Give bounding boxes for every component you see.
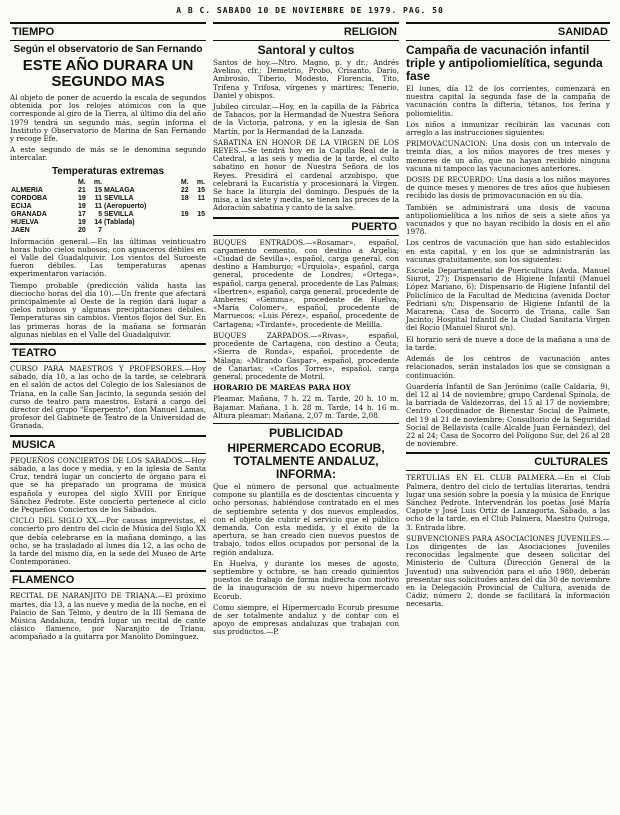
table-cell: 11 — [94, 194, 102, 202]
table-cell — [174, 203, 190, 211]
sanidad-body-9: Además de los centros de vacunación antes relacionados, serán instalados los que se consignan a continuación. — [406, 354, 610, 380]
column-right — [406, 18, 610, 612]
table-cell — [190, 219, 206, 227]
temperature-table-head — [10, 179, 206, 187]
table-cell: 19 — [77, 194, 86, 202]
sanidad-body-3: PRIMOVACUNACION: Una dosis con un intervalo de treinta días, a los niños mayores de tres meses y menores de un año, que no hayan recibido ninguna vacuna ni tampoco las vacunaciones anteriores. — [406, 139, 610, 173]
table-cell: 20 — [77, 226, 86, 234]
sanidad-body-10: Guardería Infantil de San Jerónimo (calle Caldaria, 9), del 12 al 14 de noviembre; grupo Cardenal Spínola, de la barriada de Valdezorras, del 15 al 17 de noviembre; Centro Coordinador de Bienestar Social de Palmete, del 19 al 21 de noviembre; Consultorio de la Seguridad Social de Bellavista (calle Alcalde Juan Fernández), del 22 al 24; Casa de Socorro del Polígono Sur, del 26 al 28 de noviembre. — [406, 381, 610, 449]
table-cell: 19 — [77, 218, 86, 226]
table-row — [10, 227, 206, 235]
table-head-cell: M. — [77, 178, 86, 186]
table-cell: 5 — [98, 210, 102, 218]
column-left — [10, 18, 206, 645]
culturales-body-2: SUBVENCIONES PARA ASOCIACIONES JUVENILES.—Los dirigentes de las Asociaciones Juveniles reconocidas legalmente que deseen solicitar del Ministerio de Cultura (Dirección General de la Juventud) una subvención para el año 1980, deberán presentar sus solicitudes antes del día 30 de noviembre en la Delegación Provincial de Cultura, avenida de Cádiz, número 2, donde se facilitará la información necesaria. — [406, 533, 610, 609]
sanidad-body-6: Los centros de vacunación que han sido establecidos en esta capital, y en los que se administrarán las vacunas gratuitamente, son los siguientes: — [406, 238, 610, 264]
table-cell: (Tablada) — [104, 218, 135, 226]
tide-title: HORARIO DE MAREAS PARA HOY — [213, 383, 351, 393]
culturales-body-1: TERTULIAS EN EL CLUB PALMERA.—En el Club Palmera, dentro del ciclo de tertulias literarias, tendrá lugar una sesión sobre la poesía y la música de Enrique Sánchez Pedrote. Intervendrán los poetas José María Capote y José Luis Ortiz de Lanzagorta. Sábado, a las ocho de la tarde, en el Club Palmera, Maestro Quiroga, 3. Entrada libre. — [406, 473, 610, 532]
section-musica: MUSICA — [10, 435, 206, 454]
page-header: A B C. SABADO 10 DE NOVIEMBRE DE 1979. PAG. 50 — [176, 6, 444, 15]
sanidad-body-2: Los niños a inmunizar recibirán las vacunas con arreglo a las instrucciones siguientes: — [406, 119, 610, 138]
table-row — [10, 219, 206, 227]
sanidad-headline: Campaña de vacunación infantil triple y antipoliomielítica, segunda fase — [406, 43, 603, 83]
flamenco-body: RECITAL DE NARANJITO DE TRIANA.—El próximo martes, día 13, a las nueve y media de la noche, en el Palacio de San Telmo, y dentro de la III Semana de Música Andaluza, tendrá lugar un recital de cante clásico flamenco, por Naranjito de Triana, acompañado a la guitarra por Manolito Domínguez. — [10, 591, 206, 642]
tide-body: Pleamar. Mañana, 7 h. 22 m. Tarde, 20 h. 10 m. Bajamar. Mañana, 1 h. 28 m. Tarde, 14 h. 16 m. Altura pleamar: Mañana, 2,07 m. Tarde, 2,08. — [213, 394, 399, 420]
musica-body-1: PEQUEÑOS CONCIERTOS DE LOS SABADOS.—Hoy sábado, a las doce y media, y en la iglesia de Santa Cruz, tendrá lugar un concierto de órgano para el que se ha preparado un programa de música española y europea del siglo XVIII por Enrique Sánchez Pedrote. Este concierto pertenece al ciclo de Pequeños Conciertos de los Sábados. — [10, 455, 206, 514]
table-row — [10, 211, 206, 219]
religion-body-2: Jubileo circular.—Hoy, en la capilla de la Fábrica de Tabacos, por la Hermandad de Nuestra Señora de la Victoria, patrona, y en la iglesia de San Martín, por la Hermandad de la Lanzada. — [213, 102, 399, 136]
table-head-cell: m. — [196, 178, 205, 186]
sanidad-body-7: Escuela Departamental de Puericultura (Avda. Manuel Siurot, 27); Dispensario de Higiene Infantil (Manuel López Mariano, 6); Dispensario de Higiene Infantil del Policlínico de la Facultad de Medicina (avenida Doctor Fedriani s/n; Dispensario de Higiene Infantil de la Macarena; Casa de Socorro de Triana, calle San Jacinto; Hospital Infantil de la Ciudad Sanitaria Virgen del Rocío (Manuel Siurot s/n). — [406, 266, 610, 333]
table-row — [10, 203, 206, 211]
table-cell: 15 — [197, 210, 205, 218]
sanidad-body-1: El lunes, día 12 de los corrientes, comenzará en nuestra capital la segunda fase de la campaña de vacunación contra la difteria, tétanos, tos ferina y poliomielitis. — [406, 84, 610, 118]
tiempo-headline: ESTE AÑO DURARA UN SEGUNDO MAS — [22, 57, 194, 90]
table-cell: 19 — [77, 202, 86, 210]
sanidad-body-5: También se administrará una dosis de vacuna antipoliomielítica a los niños de seis a siete años ya vacunados y que no hayan recibido la dosis en el año 1978. — [406, 202, 610, 237]
publicidad-label: PUBLICIDAD — [269, 425, 343, 440]
table-cell: (Aeropuerto) — [104, 202, 147, 210]
section-flamenco: FLAMENCO — [10, 570, 206, 589]
temperature-table — [10, 179, 206, 235]
section-culturales: CULTURALES — [406, 452, 610, 471]
puerto-body-1: BUQUES ENTRADOS.—«Rosamar», español, cargamento cemento, con destino a Argelia; «Ciudad de Sevilla», español, carga general, con destino a Hamburgo; «Urquiola», español, carga general, procedente de Londres; «Ortega», español, carga general, procedente de Las Palmas; «Ibertren», español, carga general, procedente de Amberes; «Gemma», procedente de Huelva; «María Colomer», español, procedente de Marruecos; «Luis Pérez», español, procedente de Cartagena; «Tirdante», procedente de Melilla. — [213, 237, 399, 329]
tiempo-body-2: A este segundo de más se le denomina segundo intercalar. — [10, 145, 206, 163]
section-religion: RELIGION — [213, 22, 399, 41]
table-cell: 22 — [180, 186, 189, 194]
religion-headline: Santoral y cultos — [257, 43, 355, 57]
table-head-cell: m. — [93, 178, 102, 186]
publicidad-headline: HIPERMERCADO ECORUB, TOTALMENTE ANDALUZ, INFORMA: — [227, 440, 385, 481]
table-cell: MALAGA — [104, 186, 135, 194]
table-cell: 19 — [180, 210, 189, 218]
sanidad-body-4: DOSIS DE RECUERDO: Una dosis a los niños mayores de quince meses y menores de tres años que hubiesen recibido las dosis de primovacunación en su día. — [406, 175, 610, 201]
table-cell — [103, 227, 174, 235]
table-head-cell — [103, 179, 174, 187]
tiempo-kicker: Según el observatorio de San Fernando — [13, 44, 203, 55]
table-cell: 14 — [94, 218, 102, 226]
table-cell: ALMERIA — [11, 186, 43, 194]
table-cell: ECIJA — [11, 202, 32, 210]
table-row — [10, 195, 206, 203]
table-cell: 18 — [180, 194, 189, 202]
religion-body-3: SABATINA EN HONOR DE LA VIRGEN DE LOS REYES.—Se tendrá hoy en la Capilla Real de la Catedral, a las seis y media de la tarde, el culto sabatino en honor de Nuestra Señora de los Reyes. Presidirá el cardenal arzobispo, que celebrará la Eucaristía y procesionará la Virgen. Se hace la liturgia del domingo. Después de la misa, a las siete y media, se tienen las preces de la Adoración sabatina y canto de la salve. — [213, 137, 399, 213]
tiempo-body-3: Información general.—En las últimas veinticuatro horas hubo cielos nubosos, con aguaceros débiles en el Valle del Guadalquivir. Los vientos del Suroeste fueron débiles. Las temperaturas apenas experimentaron variación. — [10, 236, 206, 279]
section-puerto: PUERTO — [213, 217, 399, 236]
musica-body-2: CICLO DEL SIGLO XX.—Por causas imprevistas, el concierto pro dentro del ciclo de Música del Siglo XX que debía celebrarse en la mañana domingo, a las ocho, se ha trasladado al lunes día 12, a las ocho de la tarde del mismo día, en la sede del Museo de Arte Contemporáneo. — [10, 516, 206, 567]
section-teatro: TEATRO — [10, 343, 206, 362]
table-cell — [174, 227, 190, 235]
table-cell: SEVILLA — [104, 210, 134, 218]
publicidad-body-1: Que el número de personal que actualmente compone su plantilla es de doscientas cincuenta y ocho personas, habiéndose contratado en el mes de septiembre setenta y dos nuevos empleados, con el objeto de cubrir el servicio que el público demanda. Con esta medida, y el éxito de la apertura, se han creado cien nuevos puestos de trabajo, todos ellos ocupados por personal de la región andaluza. — [213, 481, 399, 557]
temperature-table-title: Temperaturas extremas — [51, 165, 165, 177]
table-cell: 11 — [197, 194, 205, 202]
divider — [213, 423, 399, 424]
table-cell: 7 — [98, 226, 102, 234]
tiempo-body-1: Al objeto de poner de acuerdo la escala de segundos obtenida por los relojes atómicos con la que corresponde al giro de la Tierra, al último día del año 1979 tendrá un segundo más, según informa el Instituto y Observatorio de Marina de San Fernando y recoge Efe. — [10, 93, 206, 144]
table-cell: 11 — [94, 202, 102, 210]
table-cell — [190, 203, 206, 211]
table-cell: CORDOBA — [11, 194, 48, 202]
column-middle — [213, 18, 399, 640]
table-cell: SEVILLA — [104, 194, 134, 202]
table-cell: GRANADA — [11, 210, 47, 218]
table-cell — [174, 219, 190, 227]
table-cell: 21 — [77, 186, 86, 194]
publicidad-body-2: En Huelva, y durante los meses de agosto, septiembre y octubre, se han creado quinientos puestos de trabajo de forma indirecta con motivo de la inauguración de su nuevo hipermercado Ecorub. — [213, 558, 399, 601]
table-cell: 17 — [77, 210, 86, 218]
table-head-cell — [10, 179, 71, 187]
table-cell: 15 — [197, 186, 205, 194]
table-cell: 15 — [94, 186, 102, 194]
puerto-body-2: BUQUES ZARPADOS.—«Rivas», español, procedente de Cartagena, con destino a Ceuta; «Sierra de Ronda», español, procedente de Málaga; «Mirando Gaspar», español, procedente de Canarias; «Carlos Torres», español, carga general, procedente de Motril. — [213, 330, 399, 381]
section-tiempo: TIEMPO — [10, 22, 206, 41]
religion-body-1: Santos de hoy.—Ntro. Magno, p. y dr.; Andrés Avelino, cfr.; Demetrio, Probo, Crisanto, Dario, Ambrosio, Tiberio, Modesto, Florencia, Tito, Trifena y Trifosa, vírgenes y mártires; Tenerio, Daniel y obispos. — [213, 58, 399, 100]
section-sanidad: SANIDAD — [406, 22, 610, 41]
publicidad-body-3: Como siempre, el Hipermercado Ecorub presume de ser totalmente andaluz y de contar con el apoyo de empresas andaluzas que trabajan con sus productos.—P. — [213, 602, 399, 637]
table-row — [10, 187, 206, 195]
table-head-cell: M. — [180, 178, 189, 186]
teatro-body: CURSO PARA MAESTROS Y PROFESORES.—Hoy sábado, día 10, a las ocho de la tarde, se celebrará en el salón de actos del Colegio de los Salesianos de Triana, en la calle San Jacinto, la segunda sesión del curso de teatro para maestros. Estará a cargo del director del grupo "Esperpento", don Manuel Lamas, profesor del Gabinete de Teatro de la Universidad de Granada. — [10, 364, 206, 431]
table-cell — [190, 227, 206, 235]
sanidad-body-8: El horario será de nueve a doce de la mañana a una de la tarde. — [406, 334, 610, 352]
table-cell: HUELVA — [11, 218, 39, 226]
tiempo-body-4: Tiempo probable (predicción válida hasta las dieciocho horas del día 10).—Un frente que afectará principalmente al Oeste de la región dará lugar a cielos nubosos y algunas precipitaciones débiles. Temperaturas sin cambios. Vientos flojos del Sur. En las primeras horas de la mañana se formarán algunas nieblas en el Valle del Guadalquivir. — [10, 280, 206, 339]
table-cell: JAEN — [11, 226, 30, 234]
